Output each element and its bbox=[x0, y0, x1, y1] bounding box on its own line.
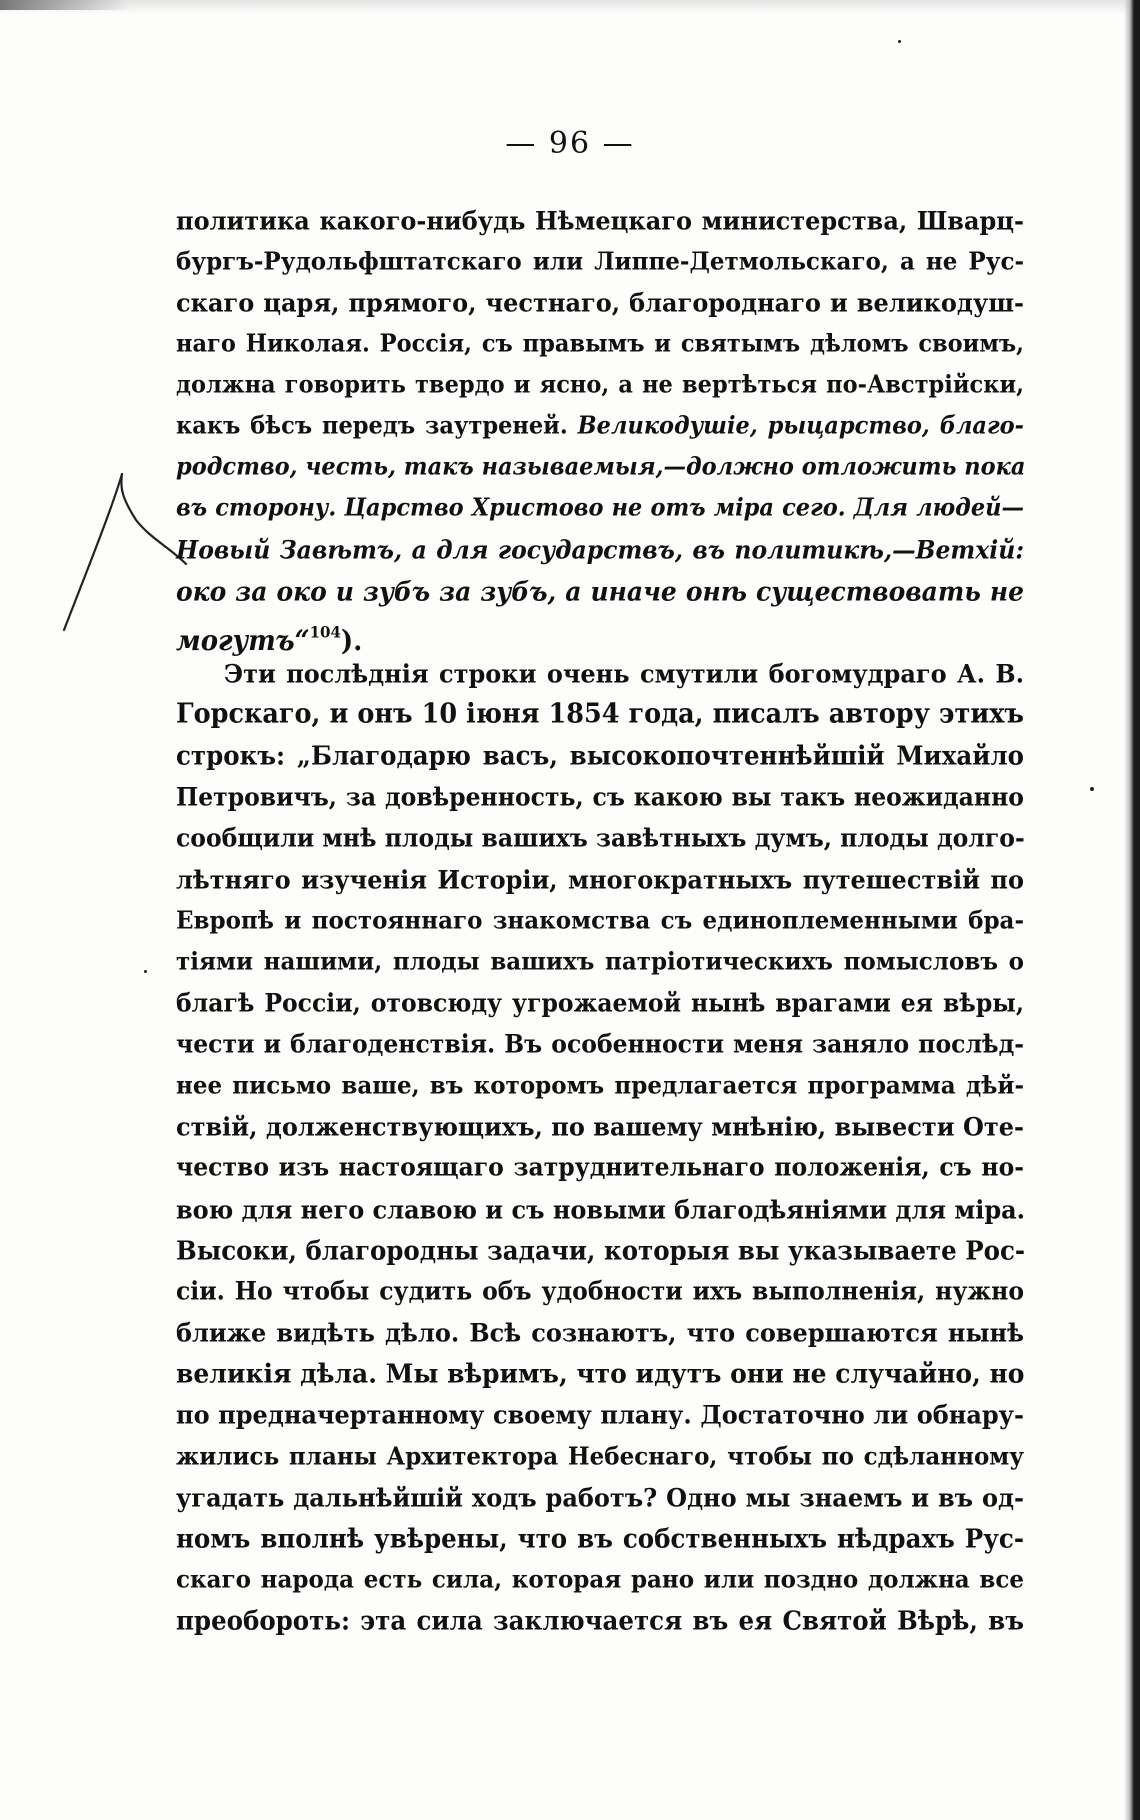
text-line: Европѣ и постояннаго знакомства съ единоплеменными бра- bbox=[176, 906, 1024, 935]
italic-line: око за око и зубъ за зубъ, а иначе онѣ существовать не bbox=[176, 575, 1024, 607]
footnote-ref: 104 bbox=[309, 622, 341, 642]
text-line: чести и благоденствія. Въ особенности меня заняло послѣд- bbox=[176, 1028, 1024, 1059]
text-line: ствій, долженствующихъ, по вашему мнѣнію, вывести Оте- bbox=[176, 1111, 1024, 1142]
italic-span: могутъ“ bbox=[176, 625, 310, 658]
page-number: — 96 — bbox=[505, 126, 635, 161]
text-line: великія дѣла. Мы вѣримъ, что идутъ они не случайно, но bbox=[176, 1358, 1025, 1390]
text-span: какъ бѣсъ передъ заутреней. bbox=[176, 412, 568, 440]
text-line: лѣтняго изученія Исторіи, многократныхъ путешествій по bbox=[176, 864, 1024, 895]
text-line: чество изъ настоящаго затруднительнаго положенія, съ но- bbox=[176, 1152, 1024, 1183]
scan-corner-shadow bbox=[0, 0, 130, 10]
paragraph-first-line: Эти послѣднія строки очень смутили богомудраго А. В. bbox=[224, 658, 1024, 689]
text-line: преобороть: эта сила заключается въ ея Святой Вѣрѣ, въ bbox=[176, 1605, 1024, 1637]
text-line: сіи. Но чтобы судить объ удобности ихъ выполненія, нужно bbox=[176, 1275, 1024, 1306]
text-line: тіями нашими, плоды вашихъ патріотическихъ помысловъ о bbox=[176, 947, 1024, 977]
body-text bbox=[176, 200, 1024, 1642]
text-line: скаго царя, прямого, честнаго, благороднаго и великодуш- bbox=[176, 287, 1024, 319]
scan-speck bbox=[898, 40, 901, 43]
text-line: ближе видѣть дѣло. Всѣ сознаютъ, что совершаются нынѣ bbox=[176, 1317, 1024, 1348]
italic-line: Новый Завѣтъ, а для государствъ, въ политикѣ,—Ветхій: bbox=[176, 534, 1024, 565]
text-line: скаго народа есть сила, которая рано или поздно должна все bbox=[176, 1565, 1024, 1594]
italic-line: родство, честь, такъ называемыя,—должно отложить пока bbox=[176, 453, 1026, 481]
text-span: ). bbox=[340, 625, 363, 658]
text-line: жились планы Архитектора Небеснаго, чтобы по сдѣланному bbox=[176, 1441, 1024, 1471]
text-line: благѣ Россіи, отовсюду угрожаемой нынѣ врагами ея вѣры, bbox=[176, 987, 1024, 1018]
scan-right-edge bbox=[1124, 0, 1140, 1820]
italic-line: въ сторону. Царство Христово не отъ міра сего. Для людей— bbox=[176, 494, 1024, 523]
closing-line bbox=[176, 611, 1024, 658]
text-line: Горскаго, и онъ 10 іюня 1854 года, писалъ автору этихъ bbox=[176, 698, 1024, 731]
text-line: вою для него славою и съ новыми благодѣяніями для міра. bbox=[176, 1193, 1026, 1225]
text-line: угадать дальнѣйшій ходъ работъ? Одно мы знаемъ и въ од- bbox=[176, 1481, 1024, 1513]
text-line: наго Николая. Россія, съ правымъ и святымъ дѣломъ своимъ, bbox=[176, 329, 1024, 358]
text-line: Петровичъ, за довѣренность, съ какою вы такъ неожиданно bbox=[176, 781, 1024, 812]
text-line: номъ вполнѣ увѣрены, что въ собственныхъ нѣдрахъ Рус- bbox=[176, 1523, 1024, 1554]
text-line: бургъ-Рудольфштатскаго или Липпе-Детмольскаго, а не Рус- bbox=[176, 247, 1024, 276]
italic-span: Великодушіе, рыцарство, благо- bbox=[567, 412, 1024, 440]
scan-top-shadow bbox=[0, 0, 1140, 14]
text-line-mixed bbox=[176, 405, 1024, 449]
scan-speck bbox=[144, 970, 147, 973]
text-line: нее письмо ваше, въ которомъ предлагается программа дѣй- bbox=[176, 1071, 1024, 1100]
text-line: по предначертанному своему плану. Достаточно ли обнару- bbox=[176, 1399, 1024, 1431]
text-line: Высоки, благородны задачи, которыя вы указываете Рос- bbox=[176, 1234, 1026, 1266]
handwritten-margin-mark bbox=[60, 468, 190, 638]
text-line: сообщили мнѣ плоды вашихъ завѣтныхъ думъ, плоды долго- bbox=[176, 822, 1025, 853]
text-line: политика какого-нибудь Нѣмецкаго министерства, Шварц- bbox=[176, 205, 1024, 236]
text-line: должна говорить твердо и ясно, а не вертѣться по-Австрійски, bbox=[176, 370, 1024, 399]
scan-speck bbox=[1090, 787, 1094, 791]
text-line: строкъ: „Благодарю васъ, высокопочтеннѣйшій Михайло bbox=[176, 740, 1024, 772]
